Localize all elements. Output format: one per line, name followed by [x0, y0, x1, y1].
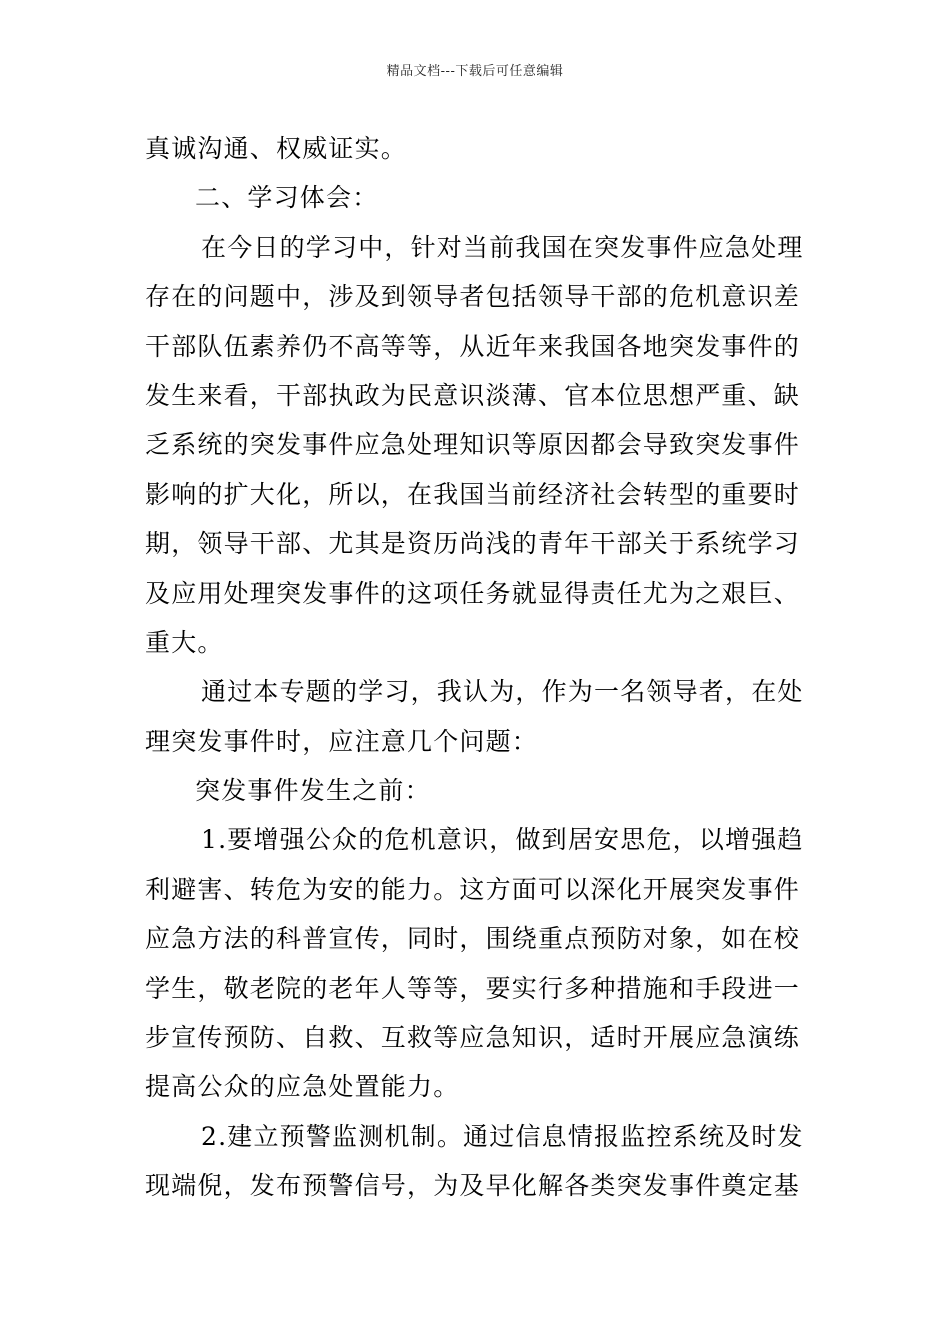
paragraph-line: 及应用处理突发事件的这项任务就显得责任尤为之艰巨、	[145, 578, 801, 608]
subsection-heading: 突发事件发生之前：	[195, 776, 431, 806]
paragraph-line: 期，领导干部、尤其是资历尚浅的青年干部关于系统学习	[145, 529, 801, 559]
document-body	[145, 124, 810, 1211]
paragraph-line: 重大。	[145, 627, 224, 657]
paragraph-line: 真诚沟通、权威证实。	[145, 134, 408, 163]
list-item-line: 1.要增强公众的危机意识，做到居安思危，以增强趋	[201, 825, 804, 855]
list-item-line: 应急方法的科普宣传，同时，围绕重点预防对象，如在校	[145, 924, 801, 954]
list-item-line: 步宣传预防、自救、互救等应急知识，适时开展应急演练	[145, 1023, 801, 1053]
paragraph-line: 理突发事件时，应注意几个问题：	[145, 726, 539, 756]
paragraph-line: 在今日的学习中，针对当前我国在突发事件应急处理	[201, 232, 804, 262]
list-item-line: 现端倪，发布预警信号，为及早化解各类突发事件奠定基	[145, 1171, 801, 1201]
paragraph-line: 存在的问题中，涉及到领导者包括领导干部的危机意识差	[145, 282, 801, 312]
list-item-line: 学生，敬老院的老年人等等，要实行多种措施和手段进一	[145, 973, 801, 1003]
paragraph-line: 干部队伍素养仍不高等等，从近年来我国各地突发事件的	[145, 331, 801, 361]
list-item-line: 利避害、转危为安的能力。这方面可以深化开展突发事件	[145, 874, 801, 904]
list-item-line: 提高公众的应急处置能力。	[145, 1072, 460, 1102]
paragraph-line: 影响的扩大化，所以，在我国当前经济社会转型的重要时	[145, 479, 801, 509]
paragraph-line: 通过本专题的学习，我认为，作为一名领导者，在处	[201, 677, 804, 707]
paragraph-line: 发生来看，干部执政为民意识淡薄、官本位思想严重、缺	[145, 380, 801, 410]
page-header: 精品文档---下载后可任意编辑	[386, 64, 564, 79]
section-heading: 二、学习体会：	[195, 183, 379, 213]
list-item-line: 2.建立预警监测机制。通过信息情报监控系统及时发	[201, 1121, 804, 1151]
paragraph-line: 乏系统的突发事件应急处理知识等原因都会导致突发事件	[145, 430, 801, 460]
